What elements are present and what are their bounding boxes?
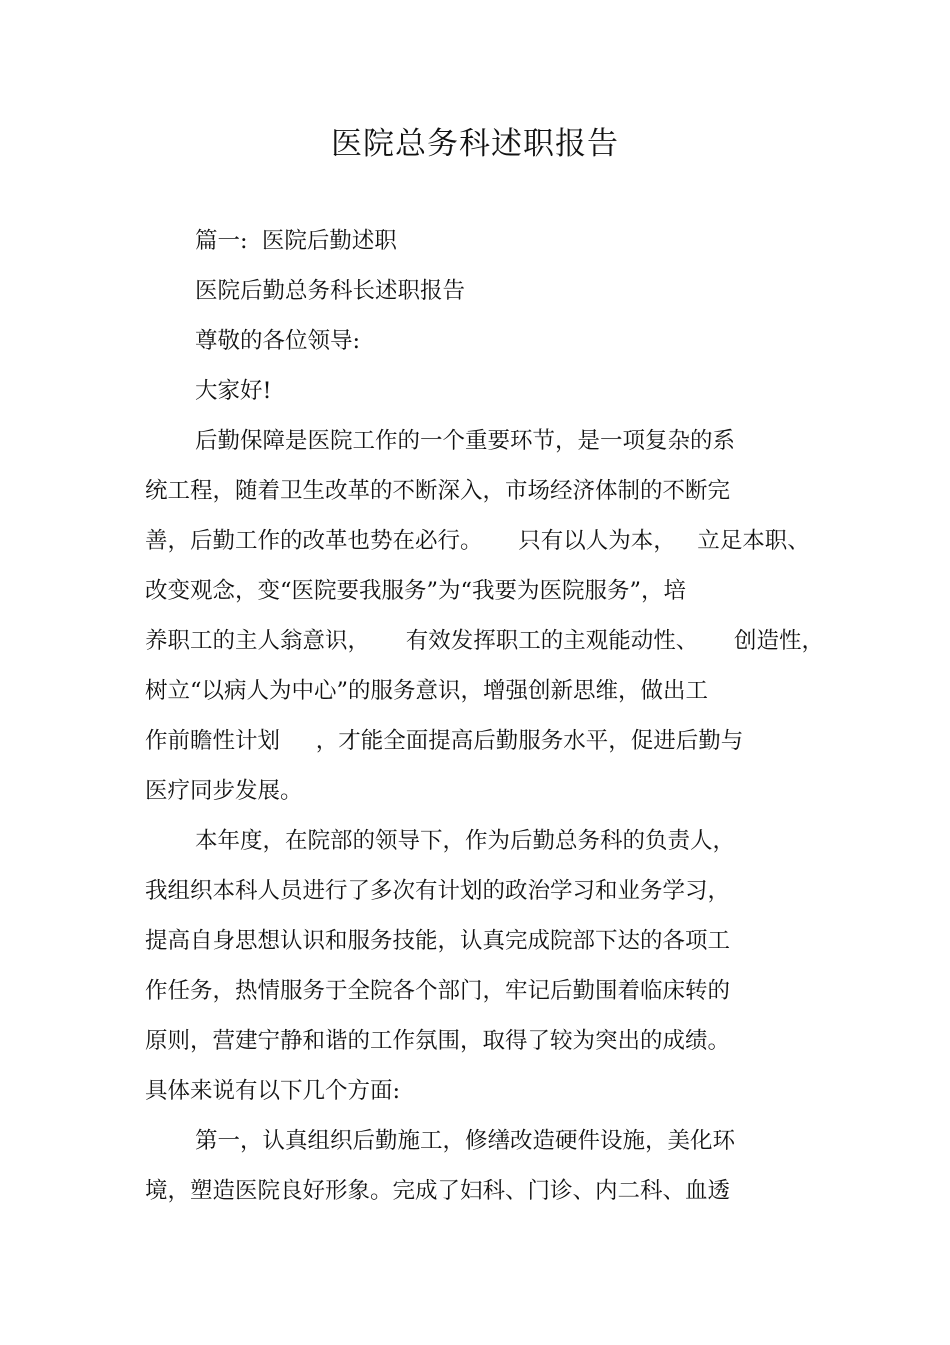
paragraph-line: 具体来说有以下几个方面: [145, 1078, 401, 1104]
paragraph-line: 改变观念，变“医院要我服务”为“我要为医院服务”，培 [145, 578, 687, 604]
paragraph-line: 我组织本科人员进行了多次有计划的政治学习和业务学习， [145, 878, 731, 904]
paragraph-line: 本年度，在院部的领导下，作为后勤总务科的负责人， [195, 828, 736, 854]
paragraph-line: 统工程，随着卫生改革的不断深入，市场经济体制的不断完 [145, 478, 731, 504]
paragraph-line: 作前瞻性计划 ，才能全面提高后勤服务水平，促进后勤与 [145, 728, 744, 754]
greeting: 大家好! [195, 378, 272, 404]
salutation: 尊敬的各位领导: [195, 328, 361, 354]
paragraph-line: 提高自身思想认识和服务技能，认真完成院部下达的各项工 [145, 928, 731, 954]
paragraph-line: 后勤保障是医院工作的一个重要环节，是一项复杂的系 [195, 428, 736, 454]
section-heading: 篇一: 医院后勤述职 [195, 228, 397, 254]
paragraph-line: 原则，营建宁静和谐的工作氛围，取得了较为突出的成绩。 [145, 1028, 731, 1054]
paragraph-line: 作任务，热情服务于全院各个部门，牢记后勤围着临床转的 [145, 978, 731, 1004]
paragraph-line: 第一，认真组织后勤施工，修缮改造硬件设施，美化环 [195, 1128, 736, 1154]
paragraph-line: 养职工的主人翁意识， 有效发挥职工的主观能动性、 创造性， [145, 628, 825, 654]
report-subtitle: 医院后勤总务科长述职报告 [195, 278, 466, 304]
paragraph-line: 树立“以病人为中心”的服务意识，增强创新思维，做出工 [145, 678, 709, 704]
document-title: 医院总务科述职报告 [331, 126, 619, 162]
paragraph-line: 医疗同步发展。 [145, 778, 303, 804]
paragraph-line: 善，后勤工作的改革也势在必行。 只有以人为本， 立足本职、 [145, 528, 810, 554]
paragraph-line: 境，塑造医院良好形象。完成了妇科、门诊、内二科、血透 [145, 1178, 731, 1204]
